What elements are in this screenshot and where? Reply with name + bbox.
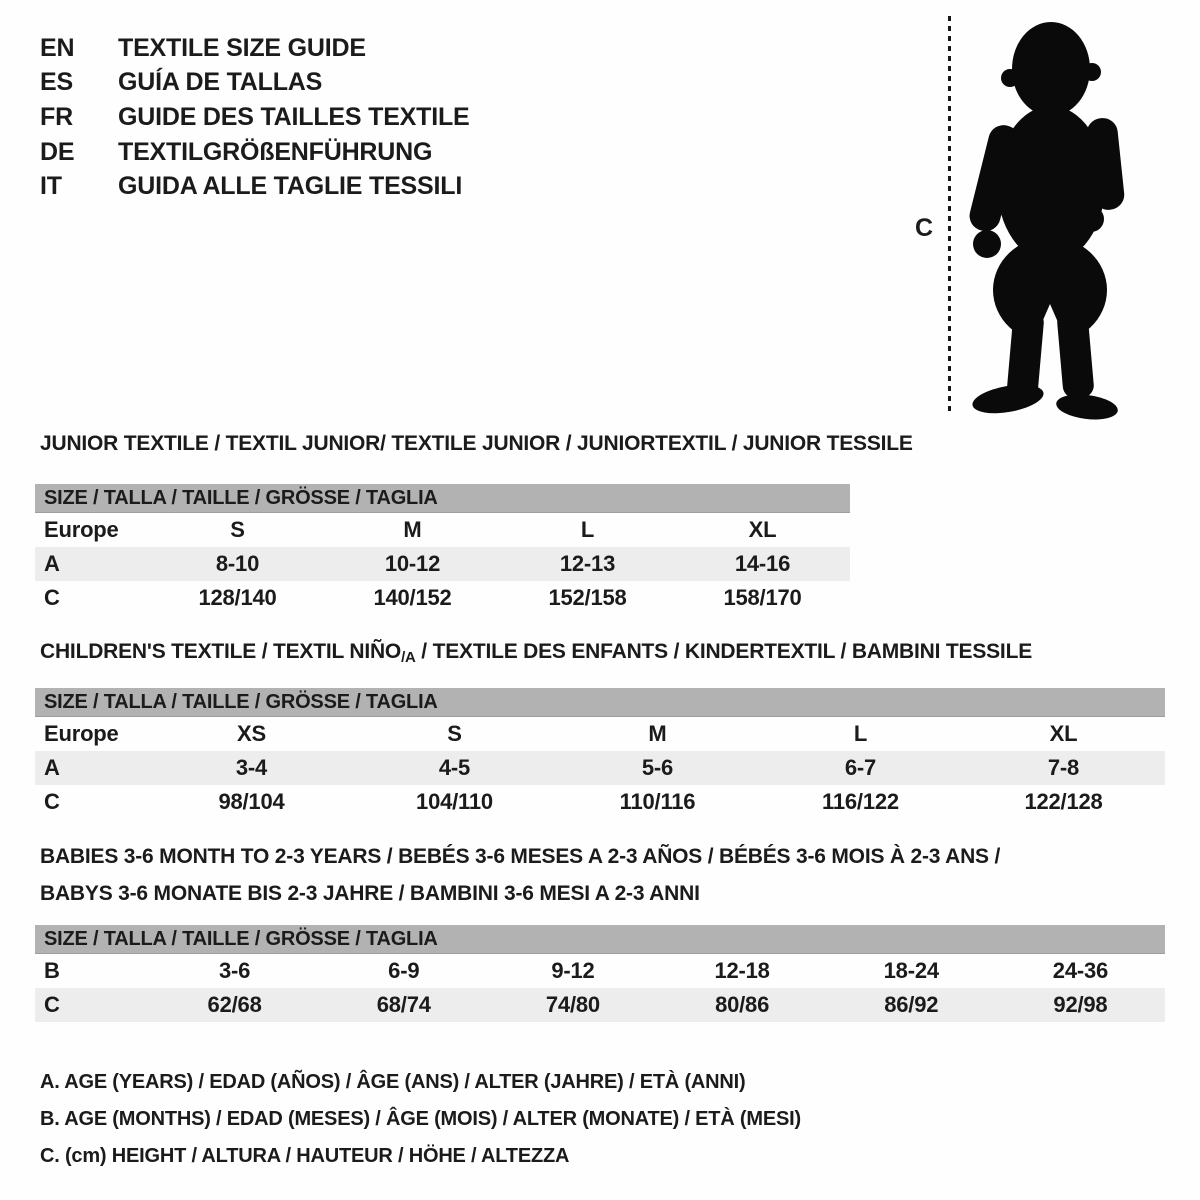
table-cell: 4-5 — [438, 755, 471, 780]
table-cell: 12-13 — [559, 551, 616, 576]
children-title-pre: CHILDREN'S TEXTILE / TEXTIL NIÑO — [40, 640, 402, 663]
row-label: Europe — [44, 517, 119, 542]
size-table-header: SIZE / TALLA / TAILLE / GRÖSSE / TAGLIA — [35, 688, 1165, 717]
height-measure-line — [948, 16, 951, 416]
table-cell: XL — [748, 517, 777, 542]
table-row-a — [35, 751, 1165, 785]
table-cell: 80/86 — [715, 992, 770, 1017]
legend-line-c: C. (cm) HEIGHT / ALTURA / HAUTEUR / HÖHE / ALTEZZA — [40, 1145, 570, 1167]
table-cell: M — [648, 721, 667, 746]
junior-section-title: JUNIOR TEXTILE / TEXTIL JUNIOR/ TEXTILE JUNIOR / JUNIORTEXTIL / JUNIOR TESSILE — [40, 432, 913, 455]
table-cell: 152/158 — [548, 585, 627, 610]
table-cell: 158/170 — [723, 585, 802, 610]
table-cell: M — [403, 517, 422, 542]
legend-line-a: A. AGE (YEARS) / EDAD (AÑOS) / ÂGE (ANS) / ALTER (JAHRE) / ETÀ (ANNI) — [40, 1071, 746, 1093]
table-cell: 24-36 — [1052, 958, 1109, 983]
table-cell: 6-9 — [388, 958, 420, 983]
babies-section-title-line2: BABYS 3-6 MONATE BIS 2-3 JAHRE / BAMBINI 3-6 MESI A 2-3 ANNI — [40, 882, 700, 905]
table-cell: 122/128 — [1024, 789, 1103, 814]
table-row-europe — [35, 513, 850, 547]
size-table-header: SIZE / TALLA / TAILLE / GRÖSSE / TAGLIA — [35, 484, 850, 513]
table-row-c — [35, 988, 1165, 1022]
table-cell: 68/74 — [376, 992, 431, 1017]
table-cell: 18-24 — [883, 958, 939, 983]
lang-label: GUIDA ALLE TAGLIE TESSILI — [118, 172, 463, 201]
table-row-c — [35, 785, 1165, 819]
children-title-sub: /A — [401, 649, 416, 666]
table-cell: S — [447, 721, 462, 746]
table-cell: 110/116 — [619, 789, 696, 814]
table-cell: 104/110 — [416, 789, 493, 814]
table-cell: 86/92 — [884, 992, 939, 1017]
children-section-title — [40, 640, 1032, 664]
row-label: A — [44, 551, 60, 576]
lang-label: GUIDE DES TAILLES TEXTILE — [118, 102, 470, 131]
table-row-europe — [35, 717, 1165, 751]
row-label: C — [44, 585, 60, 610]
babies-size-table — [35, 925, 1165, 1022]
table-cell: 62/68 — [207, 992, 262, 1017]
lang-row-it — [40, 169, 470, 204]
table-cell: 12-18 — [714, 958, 770, 983]
lang-row-es — [40, 66, 470, 101]
table-cell: 128/140 — [198, 585, 277, 610]
junior-size-table — [35, 484, 850, 615]
table-row-c — [35, 581, 850, 615]
legend — [40, 1064, 801, 1175]
table-cell: 10-12 — [384, 551, 441, 576]
table-cell: 92/98 — [1053, 992, 1108, 1017]
table-cell: 6-7 — [844, 755, 877, 780]
lang-code: IT — [40, 172, 62, 201]
lang-row-en — [40, 31, 470, 66]
measure-label-c: C — [915, 214, 933, 242]
legend-line-b: B. AGE (MONTHS) / EDAD (MESES) / ÂGE (MOIS) / ALTER (MONATE) / ETÀ (MESI) — [40, 1108, 801, 1130]
children-title-post: / TEXTILE DES ENFANTS / KINDERTEXTIL / BAMBINI TESSILE — [415, 640, 1033, 663]
table-cell: 8-10 — [215, 551, 260, 576]
table-cell: 7-8 — [1047, 755, 1080, 780]
table-cell: 140/152 — [373, 585, 452, 610]
table-cell: S — [230, 517, 245, 542]
row-label: A — [44, 755, 60, 780]
table-cell: 3-6 — [218, 958, 251, 983]
lang-row-de — [40, 135, 470, 170]
table-cell: XL — [1049, 721, 1078, 746]
children-size-table — [35, 688, 1165, 819]
row-label: C — [44, 789, 60, 814]
baby-silhouette-icon — [963, 12, 1141, 422]
table-cell: 5-6 — [641, 755, 674, 780]
table-cell: 98/104 — [218, 789, 285, 814]
row-label: Europe — [44, 721, 119, 746]
lang-code: FR — [40, 102, 73, 131]
table-row-a — [35, 547, 850, 581]
size-table-header: SIZE / TALLA / TAILLE / GRÖSSE / TAGLIA — [35, 925, 1165, 954]
lang-code: EN — [40, 33, 75, 62]
lang-code: DE — [40, 137, 75, 166]
lang-label: TEXTILGRÖßENFÜHRUNG — [118, 137, 433, 166]
table-cell: 74/80 — [545, 992, 600, 1017]
lang-row-fr — [40, 100, 470, 135]
babies-section-title-line1: BABIES 3-6 MONTH TO 2-3 YEARS / BEBÉS 3-6 MESES A 2-3 AÑOS / BÉBÉS 3-6 MOIS À 2-3 ANS / — [40, 845, 1001, 868]
table-cell: L — [580, 517, 595, 542]
table-cell: 9-12 — [551, 958, 595, 983]
table-cell: 3-4 — [235, 755, 268, 780]
lang-label: TEXTILE SIZE GUIDE — [118, 33, 366, 62]
lang-code: ES — [40, 68, 73, 97]
row-label: C — [44, 992, 60, 1017]
table-cell: XS — [237, 721, 266, 746]
table-cell: 14-16 — [734, 551, 791, 576]
table-cell: L — [853, 721, 868, 746]
table-cell: 116/122 — [822, 789, 899, 814]
row-label: B — [44, 958, 60, 983]
table-row-b — [35, 954, 1165, 988]
lang-label: GUÍA DE TALLAS — [118, 68, 323, 97]
language-list — [40, 31, 470, 204]
